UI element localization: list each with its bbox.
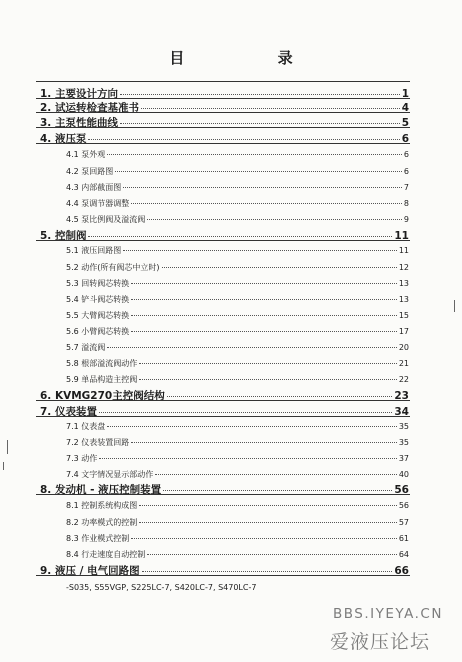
toc-subentry-5-8[interactable]: [66, 358, 409, 369]
leader-dots: [120, 87, 400, 95]
toc-subentry-5-9[interactable]: [66, 374, 409, 385]
toc-subentry-8-2[interactable]: [66, 517, 409, 528]
leader-dots: [131, 293, 397, 300]
row-rule: [36, 143, 410, 144]
scan-edge-mark: [3, 462, 4, 470]
toc-entry-label: 5.9 单品构造主控阀: [66, 375, 138, 384]
toc-subentry-4-5[interactable]: [66, 214, 409, 225]
toc-entry-label: 4.4 泵调节器调整: [66, 199, 130, 208]
toc-subentry-5-1[interactable]: [66, 245, 409, 256]
toc-entry-page: 21: [398, 359, 409, 368]
toc-subentry-8-4[interactable]: [66, 549, 409, 560]
toc-entry-page: 6: [403, 167, 409, 176]
leader-dots: [99, 405, 392, 413]
watermark-name: 爱液压论坛: [330, 631, 431, 653]
toc-entry-label: 6. KVMG270主控阀结构: [40, 390, 165, 402]
toc-entry-label: 5.2 动作(所有阀芯中立时): [66, 263, 160, 272]
row-rule: [36, 575, 410, 576]
toc-entry-page: 1: [401, 88, 409, 100]
leader-dots: [142, 564, 393, 572]
toc-subentry-4-2[interactable]: [66, 166, 409, 177]
toc-entry-page: 11: [394, 230, 409, 242]
toc-entry-label: 9. 液压 / 电气回路图: [40, 565, 140, 577]
toc-entry-label: 4. 液压泵: [40, 133, 87, 145]
toc-entry-label: 7.4 文字情况显示部动作: [66, 470, 154, 479]
leader-dots: [167, 389, 393, 397]
toc-entry-page: 9: [403, 215, 409, 224]
leader-dots: [131, 436, 397, 443]
toc-entry-page: 57: [398, 518, 409, 527]
toc-entry-page: 20: [398, 343, 409, 352]
toc-entry-label: 5.7 溢流阀: [66, 343, 106, 352]
row-rule: [36, 416, 410, 417]
toc-subentry-4-3[interactable]: [66, 182, 409, 193]
leader-dots: [155, 468, 397, 475]
leader-dots: [107, 420, 397, 427]
leader-dots: [139, 357, 397, 364]
toc-subentry-5-3[interactable]: [66, 278, 409, 289]
toc-subentry-7-2[interactable]: [66, 437, 409, 448]
leader-dots: [131, 309, 397, 316]
toc-entry-page: 35: [398, 438, 409, 447]
toc-entry-page: 8: [403, 199, 409, 208]
leader-dots: [131, 532, 397, 539]
toc-entry-label: 5.3 回转阀芯转换: [66, 279, 130, 288]
toc-entry-page: 37: [398, 454, 409, 463]
toc-entry-label: 5.8 根部溢流阀动作: [66, 359, 138, 368]
leader-dots: [162, 261, 397, 268]
leader-dots: [163, 483, 392, 491]
model-list-note: -S035, S55VGP, S225LC-7, S420LC-7, S470LC-7: [66, 583, 257, 592]
row-rule: [36, 240, 410, 241]
leader-dots: [99, 452, 397, 459]
toc-entry-label: 5.5 大臂阀芯转换: [66, 311, 130, 320]
toc-entry-page: 6: [401, 133, 409, 145]
toc-subentry-7-3[interactable]: [66, 453, 409, 464]
toc-subentry-7-4[interactable]: [66, 469, 409, 480]
toc-subentry-8-3[interactable]: [66, 533, 409, 544]
toc-entry-label: 5.4 铲斗阀芯转换: [66, 295, 130, 304]
leader-dots: [147, 213, 402, 220]
watermark-url: BBS.IYEYA.CN: [333, 606, 443, 622]
toc-entry-label: 4.3 内部截面图: [66, 183, 122, 192]
toc-entry-label: 5.1 液压回路图: [66, 246, 122, 255]
leader-dots: [88, 229, 392, 237]
leader-dots: [131, 197, 402, 204]
toc-entry-page: 13: [398, 295, 409, 304]
scan-edge-mark: [7, 440, 8, 454]
row-rule: [36, 400, 410, 401]
toc-entry-page: 13: [398, 279, 409, 288]
toc-subentry-5-4[interactable]: [66, 294, 409, 305]
toc-entry-page: 35: [398, 422, 409, 431]
toc-entry-label: 4.2 泵回路图: [66, 167, 114, 176]
row-rule: [36, 127, 410, 128]
toc-entry-page: 5: [401, 117, 409, 129]
toc-entry-label: 2. 试运转检查基准书: [40, 102, 139, 114]
leader-dots: [141, 101, 400, 109]
leader-dots: [123, 181, 402, 188]
leader-dots: [107, 148, 402, 155]
toc-entry-page: 61: [398, 534, 409, 543]
toc-entry-label: 4.1 泵外观: [66, 150, 106, 159]
toc-entry-label: 8.4 行走速度自动控制: [66, 550, 146, 559]
scan-edge-mark: [454, 300, 455, 312]
toc-subentry-5-7[interactable]: [66, 342, 409, 353]
row-rule: [36, 112, 410, 113]
toc-entry-page: 66: [394, 565, 409, 577]
toc-entry-label: 4.5 泵比例阀及溢流阀: [66, 215, 146, 224]
toc-entry-page: 4: [401, 102, 409, 114]
leader-dots: [131, 325, 397, 332]
toc-entry-label: 7.3 动作: [66, 454, 98, 463]
leader-dots: [147, 548, 397, 555]
toc-entry-label: 7. 仪表装置: [40, 406, 97, 418]
top-rule: [36, 81, 410, 82]
toc-entry-page: 40: [398, 470, 409, 479]
toc-entry-label: 5. 控制阀: [40, 230, 87, 242]
toc-entry-label: 7.1 仪表盘: [66, 422, 106, 431]
leader-dots: [139, 373, 397, 380]
toc-entry-label: 8. 发动机 - 液压控制装置: [40, 484, 162, 496]
toc-entry-page: 12: [398, 263, 409, 272]
toc-entry-page: 23: [394, 390, 409, 402]
toc-entry-page: 15: [398, 311, 409, 320]
toc-entry-page: 6: [403, 150, 409, 159]
leader-dots: [107, 341, 397, 348]
leader-dots: [120, 116, 400, 124]
toc-subentry-4-1[interactable]: [66, 149, 409, 160]
toc-subentry-5-6[interactable]: [66, 326, 409, 337]
toc-entry-page: 7: [403, 183, 409, 192]
leader-dots: [115, 165, 402, 172]
toc-entry-page: 17: [398, 327, 409, 336]
toc-subentry-5-5[interactable]: [66, 310, 409, 321]
toc-subentry-8-1[interactable]: [66, 500, 409, 511]
toc-subentry-5-2[interactable]: [66, 262, 409, 273]
leader-dots: [139, 516, 397, 523]
toc-subentry-4-4[interactable]: [66, 198, 409, 209]
toc-subentry-7-1[interactable]: [66, 421, 409, 432]
toc-entry-label: 3. 主泵性能曲线: [40, 117, 118, 129]
leader-dots: [131, 277, 397, 284]
page-title: 目 录: [169, 49, 337, 67]
row-rule: [36, 98, 410, 99]
toc-entry-page: 64: [398, 550, 409, 559]
toc-entry-label: 8.3 作业模式控制: [66, 534, 130, 543]
toc-entry-page: 11: [398, 246, 409, 255]
toc-entry-page: 56: [398, 501, 409, 510]
toc-entry-label: 5.6 小臂阀芯转换: [66, 327, 130, 336]
toc-entry-label: 7.2 仪表装置回路: [66, 438, 130, 447]
toc-entry-page: 22: [398, 375, 409, 384]
toc-entry-page: 56: [394, 484, 409, 496]
leader-dots: [88, 132, 399, 140]
leader-dots: [123, 244, 397, 251]
toc-entry-label: 8.1 控制系统构成图: [66, 501, 138, 510]
toc-entry-label: 1. 主要设计方向: [40, 88, 118, 100]
toc-entry-label: 8.2 功率模式的控制: [66, 518, 138, 527]
toc-entry-page: 34: [394, 406, 409, 418]
leader-dots: [139, 499, 397, 506]
row-rule: [36, 494, 410, 495]
